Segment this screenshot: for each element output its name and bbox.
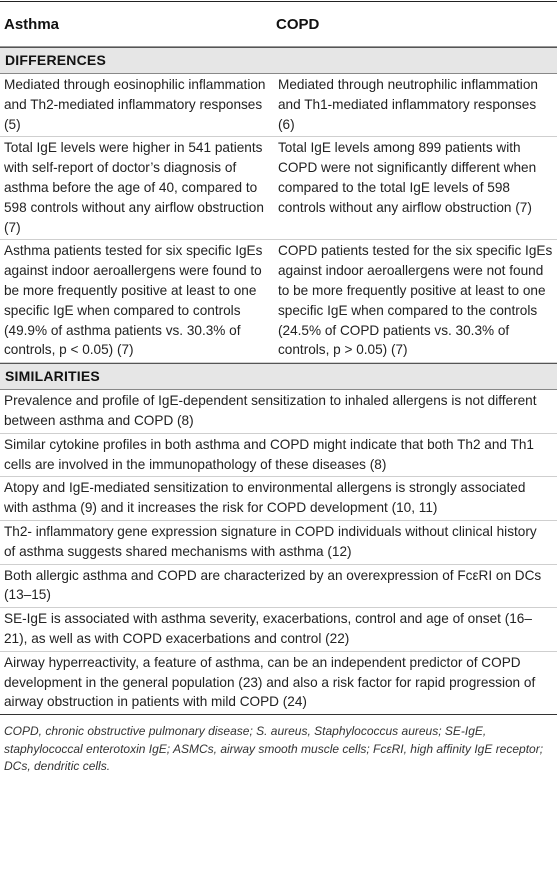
similarity-row: Similar cytokine profiles in both asthma and COPD might indicate that both Th2 and Th1 cells are involved in the immunopathology of these diseases (8) bbox=[0, 434, 557, 478]
asthma-cell: Asthma patients tested for six specific IgEs against indoor aeroallergens were found to be more frequently positive at least to one specific IgE when compared to controls (49.9% of asthma patients vs. 30.3% of controls, p < 0.05) (7) bbox=[4, 243, 263, 358]
header-copd: COPD bbox=[276, 15, 320, 33]
section-differences: DIFFERENCES bbox=[0, 47, 557, 74]
table-header bbox=[0, 2, 557, 47]
table-row bbox=[0, 137, 557, 240]
similarity-row: Prevalence and profile of IgE-dependent sensitization to inhaled allergens is not different between asthma and COPD (8) bbox=[0, 390, 557, 434]
table-row bbox=[0, 74, 557, 137]
asthma-cell: Total IgE levels were higher in 541 patients with self-report of doctor’s diagnosis of asthma before the age of 40, compared to 598 controls without any airflow obstruction (7) bbox=[4, 140, 264, 235]
similarity-row: Atopy and IgE-mediated sensitization to environmental allergens is strongly associated with asthma (9) and it increases the risk for COPD development (10, 11) bbox=[0, 477, 557, 521]
table-footnote: COPD, chronic obstructive pulmonary disease; S. aureus, Staphylococcus aureus; SE-IgE, staphylococcal enterotoxin IgE; ASMCs, airway smooth muscle cells; FcεRI, high affinity IgE receptor; DCs, dendritic cells. bbox=[4, 724, 544, 774]
comparison-table bbox=[0, 1, 557, 776]
similarity-row: SE-IgE is associated with asthma severity, exacerbations, control and age of onset (16–21), as well as with COPD exacerbations and control (22) bbox=[0, 608, 557, 652]
copd-cell: Total IgE levels among 899 patients with COPD were not significantly different when compared to the total IgE levels of 598 controls without any airflow obstruction (7) bbox=[278, 140, 537, 215]
similarity-row: Airway hyperreactivity, a feature of asthma, can be an independent predictor of COPD development in the general population (23) and also a risk factor for rapid progression of airway obstruction in patients with mild COPD (24) bbox=[0, 652, 557, 715]
section-similarities: SIMILARITIES bbox=[0, 363, 557, 390]
table-row bbox=[0, 240, 557, 363]
similarity-row: Both allergic asthma and COPD are characterized by an overexpression of FcεRI on DCs (13–15) bbox=[0, 565, 557, 609]
asthma-cell: Mediated through eosinophilic inflammation and Th2-mediated inflammatory responses (5) bbox=[4, 77, 266, 132]
copd-cell: Mediated through neutrophilic inflammation and Th1-mediated inflammatory responses (6) bbox=[278, 77, 538, 132]
copd-cell: COPD patients tested for the six specific IgEs against indoor aeroallergens were not found to be more frequently positive at least to one specific IgE when compared to the controls (24.5% of COPD patients vs. 30.3% of controls, p > 0.05) (7) bbox=[278, 243, 553, 358]
similarity-row: Th2- inflammatory gene expression signature in COPD individuals without clinical history of asthma suggests shared mechanisms with asthma (12) bbox=[0, 521, 557, 565]
header-asthma: Asthma bbox=[4, 15, 60, 33]
